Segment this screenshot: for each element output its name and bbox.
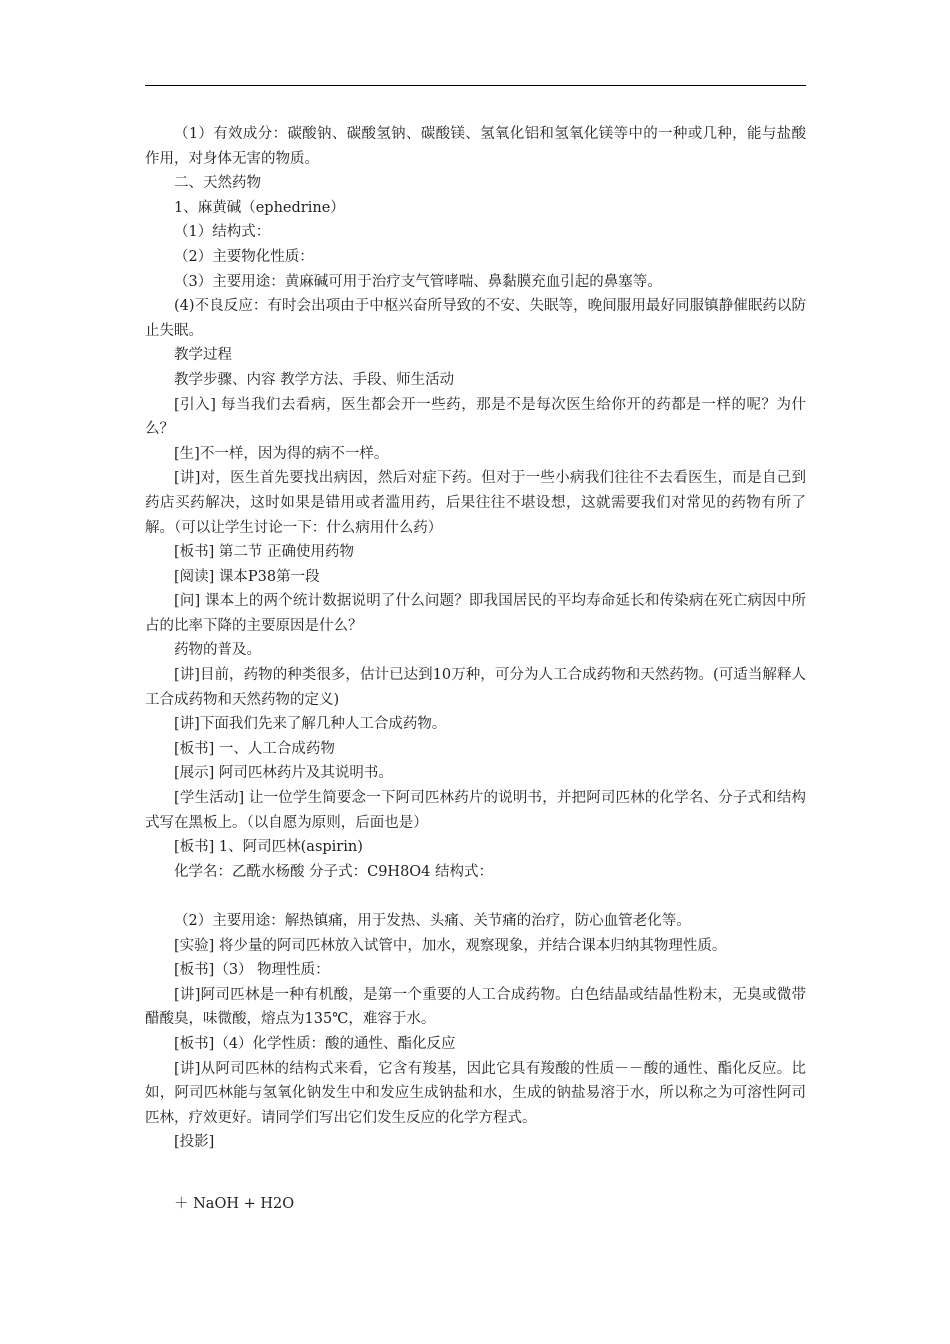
paragraph-display-aspirin: [展示] 阿司匹林药片及其说明书。	[174, 765, 393, 782]
paragraph-main-use: （3）主要用途：黄麻碱可用于治疗支气管哮喘、鼻黏膜充血引起的鼻塞等。	[174, 273, 662, 290]
document-body	[145, 122, 806, 1217]
paragraph-question: [问] 课本上的两个统计数据说明了什么问题？即我国居民的平均寿命延长和传染病在死亡病因中所占的比率下降的主要原因是什么？	[145, 593, 806, 634]
paragraph-board-section: [板书] 第二节 正确使用药物	[174, 544, 355, 561]
structure-formula-space	[145, 884, 806, 909]
paragraph-chemical-name: 化学名：乙酰水杨酸 分子式：C9H8O4 结构式：	[174, 863, 494, 880]
paragraph-student-answer: [生]不一样，因为得的病不一样。	[174, 445, 389, 462]
paragraph-student-activity: [学生活动] 让一位学生简要念一下阿司匹林药片的说明书，并把阿司匹林的化学名、分子式和结构式写在黑板上。（以自愿为原则，后面也是）	[145, 790, 806, 831]
paragraph-aspirin-use: （2）主要用途：解热镇痛，用于发热、头痛、关节痛的治疗，防心血管老化等。	[174, 913, 691, 929]
paragraph-lecture-drug-types: [讲]目前，药物的种类很多，估计已达到10万种，可分为人工合成药物和天然药物。(可适当解释人工合成药物和天然药物的定义)	[145, 667, 806, 708]
paragraph-lecture-synthetic: [讲]下面我们先来了解几种人工合成药物。	[174, 716, 447, 733]
paragraph-lecture-diagnosis: [讲]对，医生首先要找出病因，然后对症下药。但对于一些小病我们往往不去看医生，而是自己到药店买药解决，这时如果是错用或者滥用药，后果往往不堪设想，这就需要我们对常见的药物有所了解。（可以让学生讨论一下：什么病用什么药）	[145, 470, 806, 536]
paragraph-board-chemical: [板书]（4）化学性质：酸的通性、酯化反应	[174, 1035, 456, 1052]
paragraph-properties: （2）主要物化性质：	[174, 248, 314, 265]
paragraph-answer-popularization: 药物的普及。	[174, 642, 261, 659]
paragraph-teaching-steps: 教学步骤、内容 教学方法、手段、师生活动	[174, 371, 455, 388]
paragraph-side-effects: (4)不良反应：有时会出项由于中枢兴奋所导致的不安、失眠等，晚间服用最好同服镇静催眠药以防止失眠。	[145, 298, 806, 339]
heading-ephedrine: 1、麻黄碱（ephedrine）	[174, 199, 345, 216]
paragraph-active-ingredients: （1）有效成分：碳酸钠、碳酸氢钠、碳酸镁、氢氧化铝和氢氧化镁等中的一种或几种，能与盐酸作用，对身体无害的物质。	[145, 126, 806, 167]
paragraph-board-aspirin: [板书] 1、阿司匹林(aspirin)	[174, 839, 363, 856]
equation-space	[145, 1155, 806, 1192]
paragraph-reading: [阅读] 课本P38第一段	[174, 568, 320, 585]
paragraph-projection: [投影]	[174, 1134, 215, 1151]
paragraph-equation: ＋ NaOH + H2O	[174, 1195, 295, 1212]
heading-natural-drugs: 二、天然药物	[174, 175, 261, 192]
paragraph-board-synthetic: [板书] 一、人工合成药物	[174, 740, 335, 757]
heading-teaching-process: 教学过程	[174, 347, 232, 364]
paragraph-introduction: [引入] 每当我们去看病，医生都会开一些药，那是不是每次医生给你开的药都是一样的呢？为什么？	[145, 396, 806, 438]
paragraph-experiment: [实验] 将少量的阿司匹林放入试管中，加水，观察现象，并结合课本归纳其物理性质。	[174, 937, 727, 954]
paragraph-lecture-chemical: [讲]从阿司匹林的结构式来看，它含有羧基，因此它具有羧酸的性质－－酸的通性、酯化反应。比如，阿司匹林能与氢氧化钠发生中和发应生成钠盐和水，生成的钠盐易溶于水，所以称之为可溶性阿司匹林，疗效更好。请同学们写出它们发生反应的化学方程式。	[145, 1060, 806, 1126]
header-rule	[145, 85, 806, 86]
paragraph-structure: （1）结构式：	[174, 224, 271, 241]
paragraph-board-physical: [板书]（3） 物理性质：	[174, 962, 330, 979]
paragraph-lecture-physical: [讲]阿司匹林是一种有机酸，是第一个重要的人工合成药物。白色结晶或结晶性粉末，无臭或微带醋酸臭，味微酸，熔点为135℃，难容于水。	[145, 986, 806, 1028]
